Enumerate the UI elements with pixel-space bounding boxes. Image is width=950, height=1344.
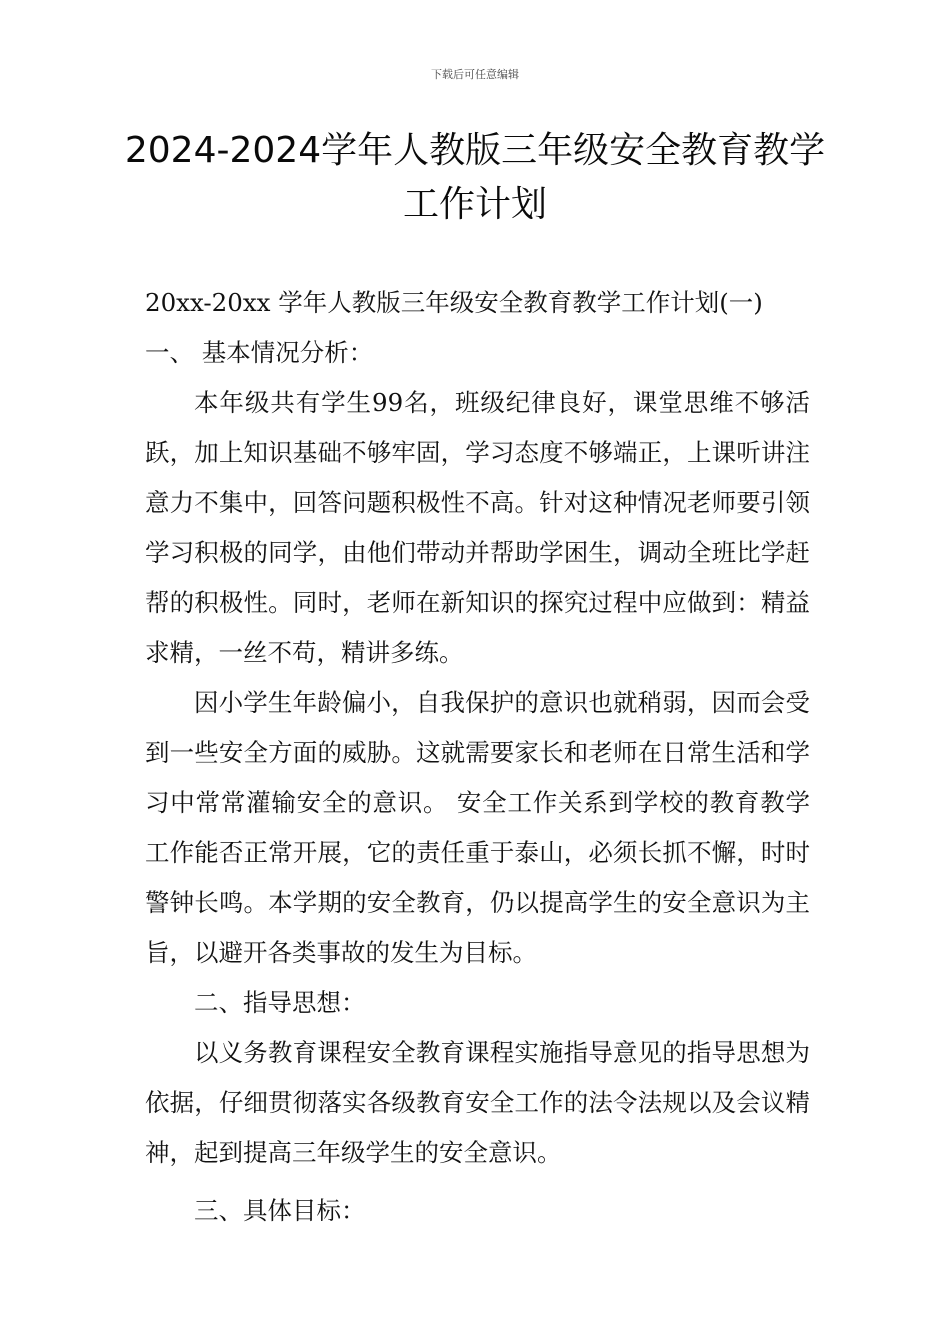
- section-3-heading: 三、具体目标：: [194, 1196, 366, 1225]
- section-2-heading: 二、指导思想：: [194, 988, 366, 1017]
- section-2-paragraph: 以义务教育课程安全教育课程实施指导意见的指导思想为依据，仔细贯彻落实各级教育安全工作的法令法规以及会议精神，起到提高三年级学生的安全意识。: [145, 1038, 810, 1167]
- header-note: 下载后可任意编辑: [431, 68, 519, 81]
- section-1-heading: 一、 基本情况分析：: [145, 338, 374, 367]
- document-body: [145, 278, 810, 1236]
- document-title: 2024-2024学年人教版三年级安全教育教学工作计划: [124, 130, 826, 225]
- section-1-paragraph-1: 本年级共有学生99名，班级纪律良好，课堂思维不够活跃，加上知识基础不够牢固，学习态度不够端正，上课听讲注意力不集中，回答问题积极性不高。针对这种情况老师要引领学习积极的同学，由他们带动并帮助学困生，调动全班比学赶帮的积极性。同时，老师在新知识的探究过程中应做到：精益求精，一丝不苟，精讲多练。: [145, 388, 810, 667]
- section-1-paragraph-2: 因小学生年龄偏小，自我保护的意识也就稍弱，因而会受到一些安全方面的威胁。这就需要家长和老师在日常生活和学习中常常灌输安全的意识。 安全工作关系到学校的教育教学工作能否正常开展，它的责任重于泰山，必须长抓不懈，时时警钟长鸣。本学期的安全教育，仍以提高学生的安全意识为主旨，以避开各类事故的发生为目标。: [145, 688, 810, 967]
- intro-line: 20xx-20xx 学年人教版三年级安全教育教学工作计划(一): [145, 288, 763, 317]
